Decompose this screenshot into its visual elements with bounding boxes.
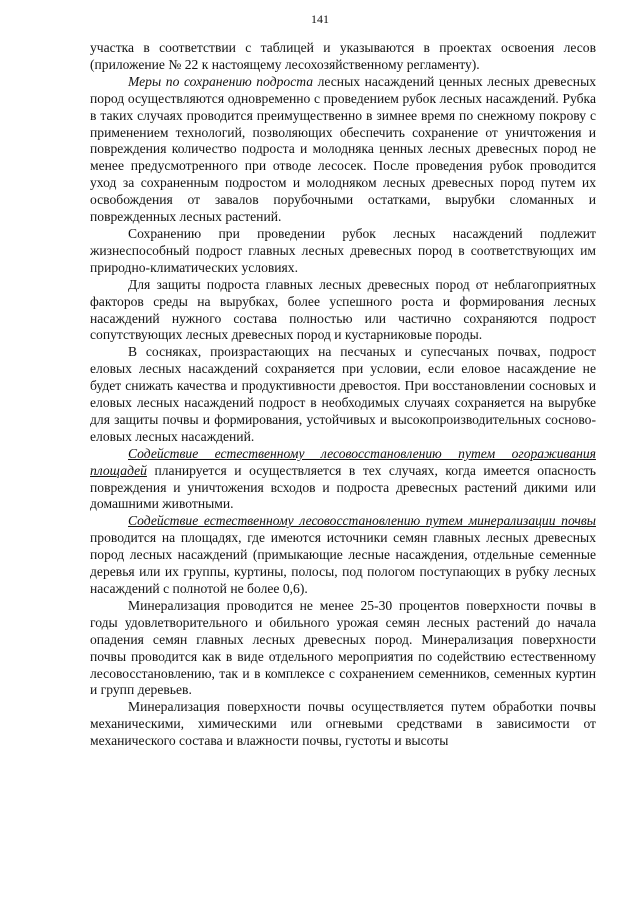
paragraph-text: Сохранению при проведении рубок лесных насаждений подлежит жизнеспособный подрост главных лесных древесных пород в соответствующих им природно-климатических условиях. — [90, 225, 596, 275]
paragraph-text: Минерализация проводится не менее 25-30 процентов поверхности почвы в годы удовлетворительного и обильного урожая семян лесных растений до начала опадения семян главных лесных древесных пород. Минерализация поверхности почвы проводится как в виде отдельного мероприятия по содействию естественному лесовосстановлению, так и в комплексе с сохранением семенников, семенных куртин и групп деревьев. — [90, 597, 596, 698]
paragraph — [90, 74, 596, 226]
document-body — [90, 40, 596, 750]
page-number: 141 — [311, 12, 329, 26]
paragraph-lead: Содействие естественному лесовосстановлению путем огораживания площадей — [90, 445, 596, 478]
paragraph-text: Минерализация поверхности почвы осуществляется путем обработки почвы механическими, химическими или огневыми средствами в зависимости от механического состава и влажности почвы, густоты и высоты — [90, 699, 596, 749]
paragraph — [90, 277, 596, 345]
paragraph-lead: Меры по сохранению подроста — [128, 73, 314, 89]
paragraph-text: планируется и осуществляется в тех случаях, когда имеется опасность повреждения и уничтожения всходов и подроста древесных растений дикими или домашними животными. — [90, 462, 596, 512]
paragraph-text: лесных насаждений ценных лесных древесных пород осуществляются одновременно с проведением рубок лесных насаждений. Рубка в таких случаях проводится преимущественно в зимнее время по снежному покрову с применением технологий, позволяющих обеспечить сохранение от уничтожения и повреждения количество подроста и молодняка ценных лесных древесных пород не менее предусмотренного при отводе лесосек. После проведения рубок проводится уход за сохраненным подростом и молодняком лесных древесных пород путем их освобождения от завалов порубочными остатками, вырубки сломанных и поврежденных лесных растений. — [90, 73, 596, 225]
paragraph — [90, 446, 596, 514]
paragraph-lead: Содействие естественному лесовосстановлению путем минерализации почвы — [128, 513, 596, 529]
paragraph — [90, 226, 596, 277]
paragraph-text: участка в соответствии с таблицей и указываются в проектах освоения лесов (приложение № 22 к настоящему лесохозяйственному регламенту). — [90, 40, 596, 72]
paragraph — [90, 40, 596, 74]
paragraph — [90, 344, 596, 445]
paragraph — [90, 699, 596, 750]
paragraph — [90, 513, 596, 598]
paragraph — [90, 598, 596, 699]
paragraph-text: проводится на площадях, где имеются источники семян главных лесных древесных пород лесных насаждений (примыкающие лесные насаждения, отдельные семенные деревья или их группы, куртины, полосы, под пологом поступающих в рубку лесных насаждений с полнотой не более 0,6). — [90, 530, 596, 596]
paragraph-text: В сосняках, произрастающих на песчаных и супесчаных почвах, подрост еловых лесных насаждений сохраняется при условии, если еловое насаждение не будет снижать качества и продуктивности древостоя. При восстановлении сосновых и еловых лесных насаждений подрост в необходимых случаях сохраняется на вырубке для защиты почвы и формирования, устойчивых и высокопроизводительных сосново-еловых лесных насаждений. — [90, 344, 596, 444]
paragraph-text: Для защиты подроста главных лесных древесных пород от неблагоприятных факторов среды на вырубках, более успешного роста и формирования лесных насаждений нужного состава полностью или частично сохраняются подрост сопутствующих лесных древесных пород и кустарниковые породы. — [90, 276, 596, 343]
